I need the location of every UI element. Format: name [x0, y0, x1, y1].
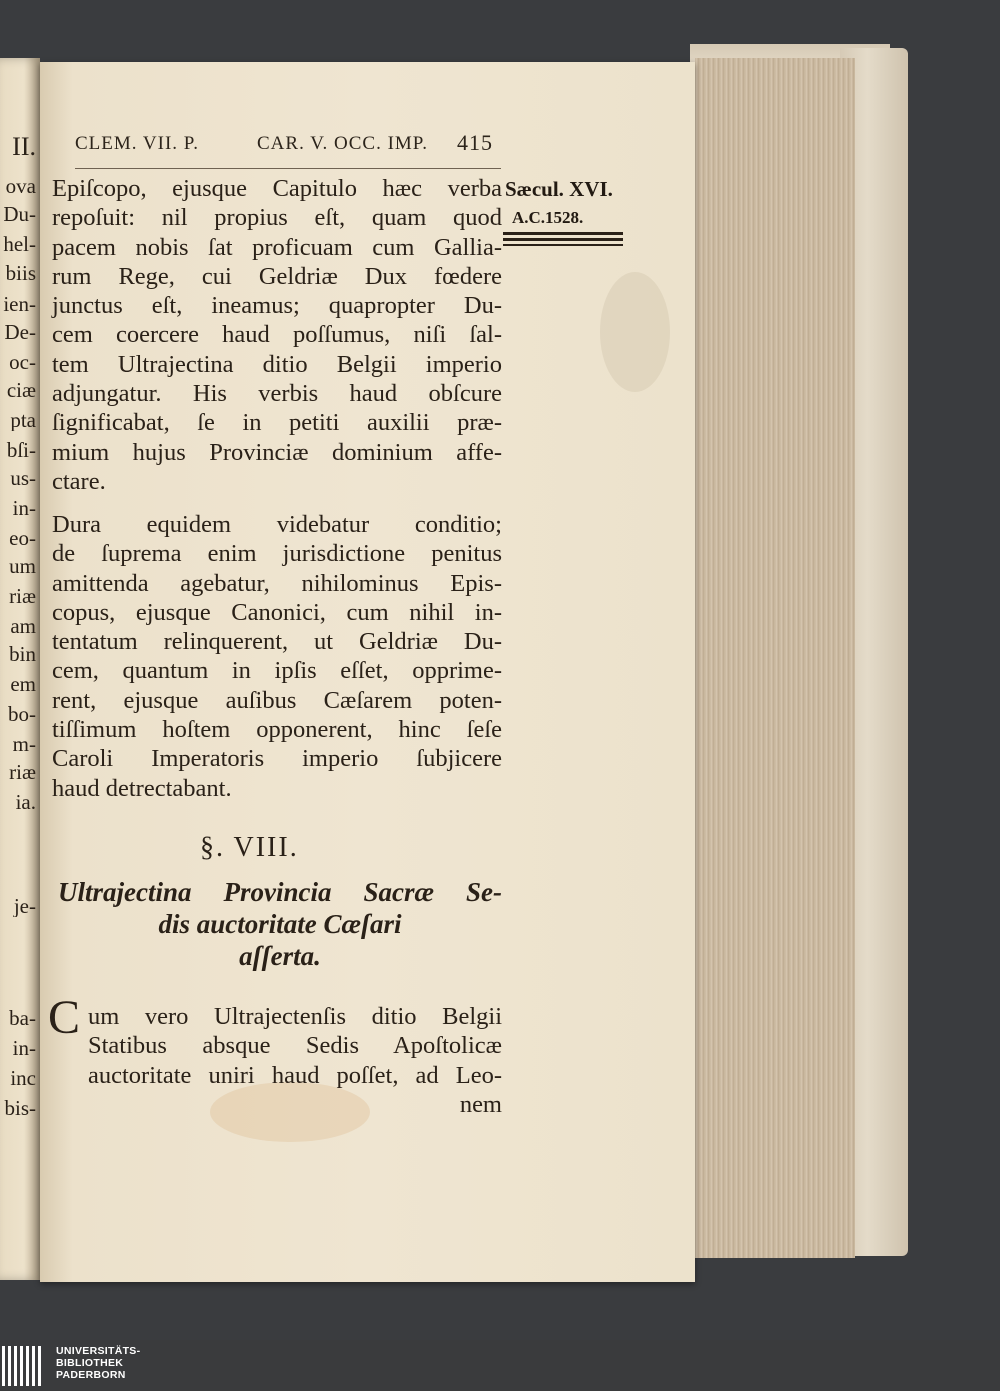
left-page-fragment: in- [12, 1038, 36, 1059]
margin-note-rule [503, 244, 623, 246]
logo-text-line: PADERBORN [56, 1369, 126, 1381]
text-line: tem Ultrajectina ditio Belgii imperio [52, 350, 502, 378]
subtitle-line: Ultrajectina Provincia Sacræ Se- [58, 877, 502, 907]
left-page-fragment: pta [10, 410, 36, 431]
left-page-fragment: riæ [9, 762, 36, 783]
paragraph-3 [88, 1002, 502, 1090]
left-page-fragment: ia. [15, 792, 36, 813]
drop-cap: C [48, 991, 81, 1044]
text-line: Caroli Imperatoris imperio ſubjicere [52, 745, 502, 773]
text-line: pacem nobis ſat proficuam cum Gallia- [52, 233, 502, 261]
page-number: 415 [457, 130, 493, 155]
left-page-fragment: bo- [8, 704, 36, 725]
page-block-edge [695, 58, 855, 1258]
text-line: cem, quantum in ipſis eſſet, opprime- [52, 657, 502, 685]
catchword-text: nem [459, 1091, 502, 1118]
left-page-fragment: bſi- [6, 440, 36, 461]
text-line: copus, ejusque Canonici, cum nihil in- [52, 598, 502, 626]
left-page-fragment: oc- [9, 352, 36, 373]
left-page-fragment: De- [4, 322, 36, 343]
left-page-fragment: bin [9, 644, 36, 665]
left-page-fragment: bis- [4, 1098, 36, 1119]
left-page-fragment: am [10, 616, 36, 637]
text-line: ſignificabat, ſe in petiti auxilii præ- [52, 409, 502, 437]
subtitle-line: aſſerta. [239, 941, 321, 971]
margin-note-century: Sæcul. XVI. [505, 177, 613, 201]
text-line: repoſuit: nil propius eſt, quam quod [52, 204, 502, 232]
subtitle-line: dis auctoritate Cæſari [158, 909, 402, 939]
paragraph-2 [52, 510, 502, 803]
left-page-fragment: us- [10, 468, 36, 489]
left-page-fragment: II. [12, 134, 36, 160]
library-footer [0, 1340, 1000, 1391]
margin-note-rule [503, 238, 623, 241]
section-subtitle [58, 876, 502, 972]
text-line: Statibus absque Sedis Apoſtolicæ [88, 1032, 502, 1060]
running-head-center: CAR. V. OCC. IMP. [257, 133, 428, 154]
text-line: mium hujus Provinciæ dominium affe- [52, 438, 502, 466]
text-line: haud detrectabant. [52, 774, 232, 802]
text-line: auctoritate uniri haud poſſet, ad Leo- [88, 1061, 502, 1089]
text-line: adjungatur. His verbis haud obſcure [52, 380, 502, 408]
margin-note-rule [503, 232, 623, 235]
left-page-fragment: ciæ [6, 380, 36, 401]
left-page-fragment: ba- [9, 1008, 36, 1029]
paragraph-1 [52, 174, 502, 496]
left-facing-page [0, 58, 40, 1280]
header-rule [75, 168, 501, 169]
text-line: rum Rege, cui Geldriæ Dux fœdere [52, 262, 502, 290]
left-page-fragment: m- [12, 734, 36, 755]
logo-text-line: BIBLIOTHEK [56, 1357, 124, 1369]
text-line: tentatum relinquerent, ut Geldriæ Du- [52, 628, 502, 656]
left-page-fragment: biis [5, 263, 36, 284]
text-line: amittenda agebatur, nihilominus Epis- [52, 569, 502, 597]
left-page-fragment: ova [5, 176, 36, 197]
text-line: Epiſcopo, ejusque Capitulo hæc verba [52, 175, 502, 202]
left-page-fragment: um [9, 556, 36, 577]
text-line: cem coercere haud poſſumus, niſi ſal- [52, 321, 502, 349]
library-logo-text [56, 1345, 140, 1381]
logo-text-line: UNIVERSITÄTS- [56, 1345, 141, 1357]
text-line: ctare. [52, 467, 106, 495]
catchword [440, 1090, 502, 1119]
text-line: junctus eſt, ineamus; quapropter Du- [52, 292, 502, 320]
left-page-fragment: eo- [9, 528, 36, 549]
margin-note-year: A.C.1528. [512, 208, 584, 227]
left-page-fragment: hel- [3, 234, 36, 255]
text-line: de ſuprema enim jurisdictione penitus [52, 540, 502, 568]
left-page-fragment: em [10, 674, 36, 695]
text-line: um vero Ultrajectenſis ditio Belgii [88, 1003, 502, 1030]
text-line: tiſſimum hoſtem opponerent, hinc ſeſe [52, 716, 502, 744]
left-page-fragment: riæ [9, 586, 36, 607]
library-logo-icon [2, 1346, 46, 1386]
running-head-left: CLEM. VII. P. [75, 133, 200, 154]
left-page-fragment: in- [12, 498, 36, 519]
left-page-fragment: ien- [3, 294, 36, 315]
section-heading: §. VIII. [200, 832, 299, 863]
left-page-fragment: Du- [3, 204, 36, 225]
text-line: Dura equidem videbatur conditio; [52, 511, 502, 538]
left-page-fragment: inc [10, 1068, 36, 1089]
text-line: rent, ejusque auſibus Cæſarem poten- [52, 686, 502, 714]
left-page-text-fragments [0, 58, 38, 1280]
left-page-fragment: je- [13, 896, 36, 917]
